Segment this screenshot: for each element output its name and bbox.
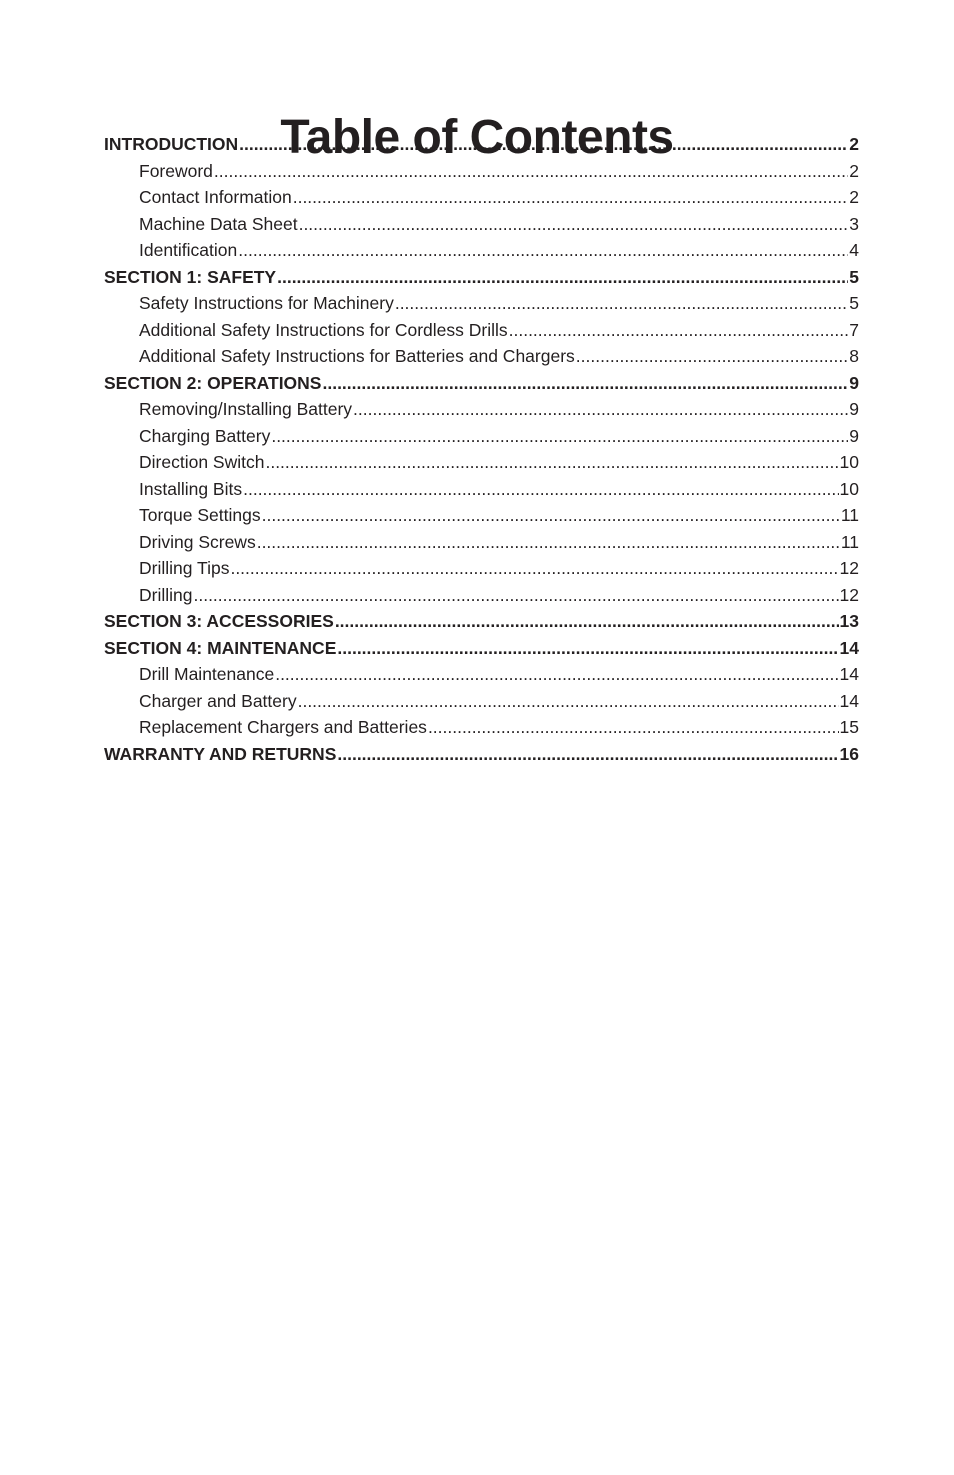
toc-entry-label: Additional Safety Instructions for Cordless Drills <box>139 319 508 340</box>
toc-entry-page: 5 <box>849 293 859 313</box>
toc-entry-label: Torque Settings <box>139 505 261 525</box>
toc-entry-label: Safety Instructions for Machinery <box>139 293 394 313</box>
toc-entry-page: 11 <box>840 505 859 525</box>
toc-entry[interactable] <box>104 396 859 423</box>
dot-leader <box>271 423 848 450</box>
dot-leader <box>337 741 838 768</box>
toc-entry-label: Machine Data Sheet <box>139 213 298 234</box>
toc-entry[interactable] <box>104 370 859 397</box>
toc-entry[interactable] <box>104 688 859 715</box>
toc-entry[interactable] <box>104 582 859 609</box>
toc-entry[interactable] <box>104 449 859 476</box>
toc-entry[interactable] <box>104 502 859 529</box>
toc-entry-label: Foreword <box>139 160 213 181</box>
toc-entry[interactable] <box>104 158 859 185</box>
toc-entry-page: 15 <box>839 717 859 737</box>
toc-entry-label: SECTION 1: SAFETY <box>104 266 277 287</box>
toc-entry-label: Direction Switch <box>139 452 265 472</box>
dot-leader <box>243 476 838 503</box>
dot-leader <box>238 237 848 264</box>
toc-entry[interactable] <box>104 608 859 635</box>
dot-leader <box>275 661 838 688</box>
toc-entry-page: 5 <box>849 266 859 287</box>
toc-entry[interactable] <box>104 264 859 291</box>
toc-entry-page: 9 <box>849 372 859 393</box>
toc-entry[interactable] <box>104 529 859 556</box>
toc-entry-label: Drill Maintenance <box>139 664 275 684</box>
toc-entry-label: Removing/Installing Battery <box>139 399 353 419</box>
toc-entry-page: 10 <box>839 452 859 472</box>
dot-leader <box>293 184 849 211</box>
page-title: Table of Contents <box>280 111 674 165</box>
toc-entry-label: Charger and Battery <box>139 690 297 711</box>
toc-entry-page: 2 <box>849 187 859 207</box>
dot-leader <box>299 211 849 238</box>
dot-leader <box>214 158 848 185</box>
dot-leader <box>428 714 839 741</box>
toc-entry-label: Additional Safety Instructions for Batteries and Chargers <box>139 346 575 366</box>
toc-entry-label: SECTION 2: OPERATIONS <box>104 372 322 393</box>
toc-entry-page: 9 <box>849 399 859 419</box>
dot-leader <box>265 449 838 476</box>
toc-entry-page: 2 <box>849 160 859 181</box>
toc-entry[interactable] <box>104 237 859 264</box>
toc-entry-label: SECTION 3: ACCESSORIES <box>104 611 334 631</box>
toc-entry-label: Driving Screws <box>139 531 256 552</box>
dot-leader <box>322 370 848 397</box>
toc-entry-page: 2 <box>849 134 859 154</box>
toc-entry[interactable] <box>104 476 859 503</box>
toc-entry-page: 7 <box>849 319 859 340</box>
dot-leader <box>353 396 848 423</box>
toc-entry[interactable] <box>104 423 859 450</box>
toc-entry-label: Drilling Tips <box>139 558 230 578</box>
toc-entry[interactable] <box>104 343 859 370</box>
toc-entry-page: 11 <box>840 531 859 552</box>
toc-entry-label: Replacement Chargers and Batteries <box>139 717 427 737</box>
dot-leader <box>298 688 839 715</box>
toc-entry-label: Installing Bits <box>139 478 243 499</box>
toc-entry[interactable] <box>104 741 859 768</box>
dot-leader <box>277 264 848 291</box>
toc-entry[interactable] <box>104 317 859 344</box>
toc-entry-page: 9 <box>849 425 859 446</box>
toc-entry-page: 13 <box>839 611 859 631</box>
dot-leader <box>257 529 840 556</box>
toc-entry[interactable] <box>104 290 859 317</box>
toc-entry-label: INTRODUCTION <box>104 134 239 154</box>
toc-entry[interactable] <box>104 635 859 662</box>
toc-entry-page: 14 <box>839 690 859 711</box>
toc-entry-page: 14 <box>839 664 859 684</box>
dot-leader <box>395 290 848 317</box>
dot-leader <box>509 317 849 344</box>
toc-entry[interactable] <box>104 211 859 238</box>
toc-entry-label: Identification <box>139 240 238 260</box>
toc-entry[interactable] <box>104 555 859 582</box>
toc-entry[interactable] <box>104 184 859 211</box>
toc-entry-label: Charging Battery <box>139 425 271 446</box>
dot-leader <box>262 502 840 529</box>
dot-leader <box>576 343 848 370</box>
toc-entry-label: Contact Information <box>139 187 292 207</box>
dot-leader <box>239 131 848 158</box>
dot-leader <box>335 608 839 635</box>
toc-entry-label: SECTION 4: MAINTENANCE <box>104 637 337 658</box>
dot-leader <box>337 635 838 662</box>
toc-entry-page: 4 <box>849 240 859 260</box>
toc-entry-label: WARRANTY AND RETURNS <box>104 743 337 764</box>
toc-entry-page: 12 <box>839 558 859 578</box>
table-of-contents <box>104 131 859 767</box>
toc-entry-page: 10 <box>839 478 859 499</box>
toc-entry-page: 14 <box>839 637 859 658</box>
dot-leader <box>193 582 838 609</box>
toc-entry[interactable] <box>104 714 859 741</box>
toc-entry-page: 16 <box>839 743 859 764</box>
toc-entry[interactable] <box>104 131 859 158</box>
toc-entry-page: 3 <box>849 213 859 234</box>
toc-entry-page: 12 <box>839 584 859 605</box>
toc-entry-page: 8 <box>849 346 859 366</box>
toc-entry-label: Drilling <box>139 584 193 605</box>
dot-leader <box>230 555 838 582</box>
toc-entry[interactable] <box>104 661 859 688</box>
